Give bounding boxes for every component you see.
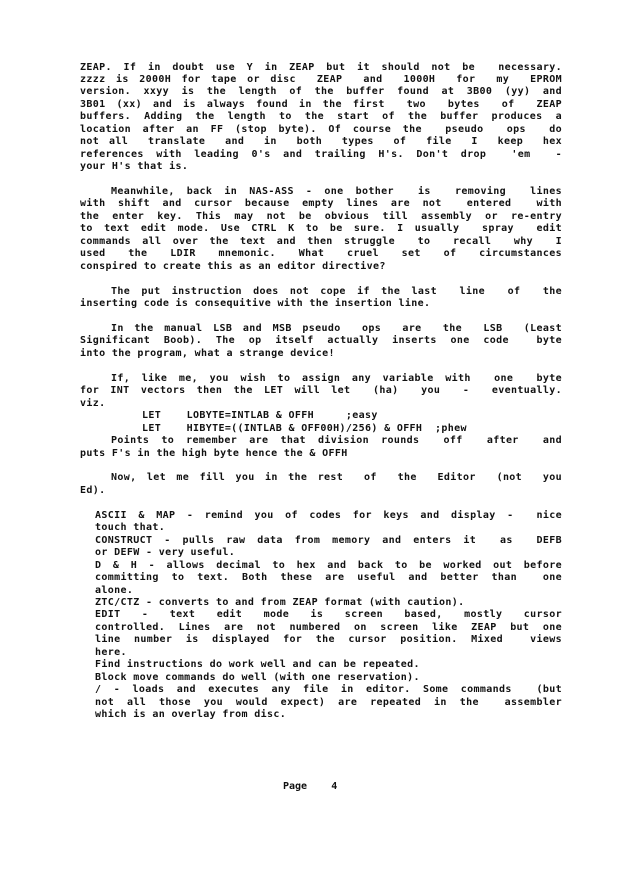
list-item-continuation: alone. (95, 584, 134, 596)
page-footer (283, 781, 337, 792)
paragraph-first-line: If, like me, you wish to assign any variable with one byte (111, 372, 562, 384)
blank-line (80, 460, 562, 472)
blank-line (80, 311, 562, 323)
text-line: to text edit mode. Use CTRL K to be sure. I usually spray edit (80, 223, 562, 235)
paragraph-first-line: Points to remember are that division rounds off after and (111, 435, 562, 447)
text-line: commands all over the text and then struggle to recall why I (80, 235, 562, 247)
page-label: Page (283, 781, 308, 792)
code-line: LET LOBYTE=INTLAB & OFFH ;easy (142, 410, 378, 422)
list-item-continuation: touch that. (95, 522, 166, 534)
paragraph-first-line: Now, let me fill you in the rest of the Editor (not you (111, 472, 562, 484)
text-line: 3B01 (xx) and is always found in the first two bytes of ZEAP (80, 98, 562, 110)
text-line: location after an FF (stop byte). Of course the pseudo ops do (80, 123, 562, 135)
list-item: Find instructions do work well and can be repeated. (95, 659, 420, 671)
text-line: viz. (80, 397, 106, 409)
document-page (80, 62, 562, 722)
paragraph-first-line: Meanwhile, back in NAS-ASS - one bother is removing lines (111, 186, 562, 198)
list-item: / - loads and executes any file in editor. Some commands (but (95, 684, 562, 696)
text-line: with shift and cursor because empty lines are not entered with (80, 198, 562, 210)
blank-line (80, 273, 562, 285)
text-line: Significant Boob). The op itself actually inserts one code byte (80, 335, 562, 347)
text-line: not all translate and in both types of file I keep hex (80, 136, 562, 148)
list-item: CONSTRUCT - pulls raw data from memory and enters it as DEFB (95, 534, 562, 546)
list-item-continuation: not all those you would expect) are repeated in the assembler (95, 696, 562, 708)
text-line: the enter key. This may not be obvious till assembly or re-entry (80, 210, 562, 222)
text-line: inserting code is consequitive with the insertion line. (80, 298, 431, 310)
list-item-continuation: here. (95, 646, 127, 658)
text-line: zzzz is 2000H for tape or disc ZEAP and 1000H for my EPROM (80, 73, 562, 85)
list-item: EDIT - text edit mode is screen based, mostly cursor (95, 609, 562, 621)
text-line: for INT vectors then the LET will let (ha) you - eventually. (80, 385, 562, 397)
code-line: LET HIBYTE=((INTLAB & OFF00H)/256) & OFFH ;phew (142, 422, 467, 434)
list-item-continuation: or DEFW - very useful. (95, 547, 236, 559)
blank-line (80, 497, 562, 509)
list-item: Block move commands do well (with one reservation). (95, 671, 420, 683)
list-item-continuation: line number is displayed for the cursor position. Mixed views (95, 634, 562, 646)
text-line: used the LDIR mnemonic. What cruel set of circumstances (80, 248, 562, 260)
list-item: D & H - allows decimal to hex and back to be worked out before (95, 559, 562, 571)
text-line: puts F's in the high byte hence the & OFFH (80, 447, 348, 459)
page-number: 4 (331, 781, 338, 792)
list-item: ASCII & MAP - remind you of codes for keys and display - nice (95, 509, 562, 521)
text-line: version. xxyy is the length of the buffer found at 3B00 (yy) and (80, 86, 562, 98)
text-line: ZEAP. If in doubt use Y in ZEAP but it should not be necessary. (80, 61, 562, 73)
text-line: buffers. Adding the length to the start of the buffer produces a (80, 111, 562, 123)
blank-line (80, 360, 562, 372)
text-line: conspired to create this as an editor directive? (80, 260, 386, 272)
text-line: Ed). (80, 484, 106, 496)
list-item-continuation: which is an overlay from disc. (95, 709, 287, 721)
text-line: references with leading 0's and trailing H's. Don't drop 'em - (80, 148, 562, 160)
paragraph-first-line: The put instruction does not cope if the last line of the (111, 285, 562, 297)
list-item: ZTC/CTZ - converts to and from ZEAP format (with caution). (95, 596, 465, 608)
text-line: your H's that is. (80, 161, 189, 173)
text-line: into the program, what a strange device! (80, 347, 335, 359)
list-item-continuation: controlled. Lines are not numbered on screen like ZEAP but one (95, 621, 562, 633)
paragraph-first-line: In the manual LSB and MSB pseudo ops are the LSB (Least (111, 323, 562, 335)
blank-line (80, 174, 562, 186)
list-item-continuation: committing to text. Both these are useful and better than one (95, 572, 562, 584)
